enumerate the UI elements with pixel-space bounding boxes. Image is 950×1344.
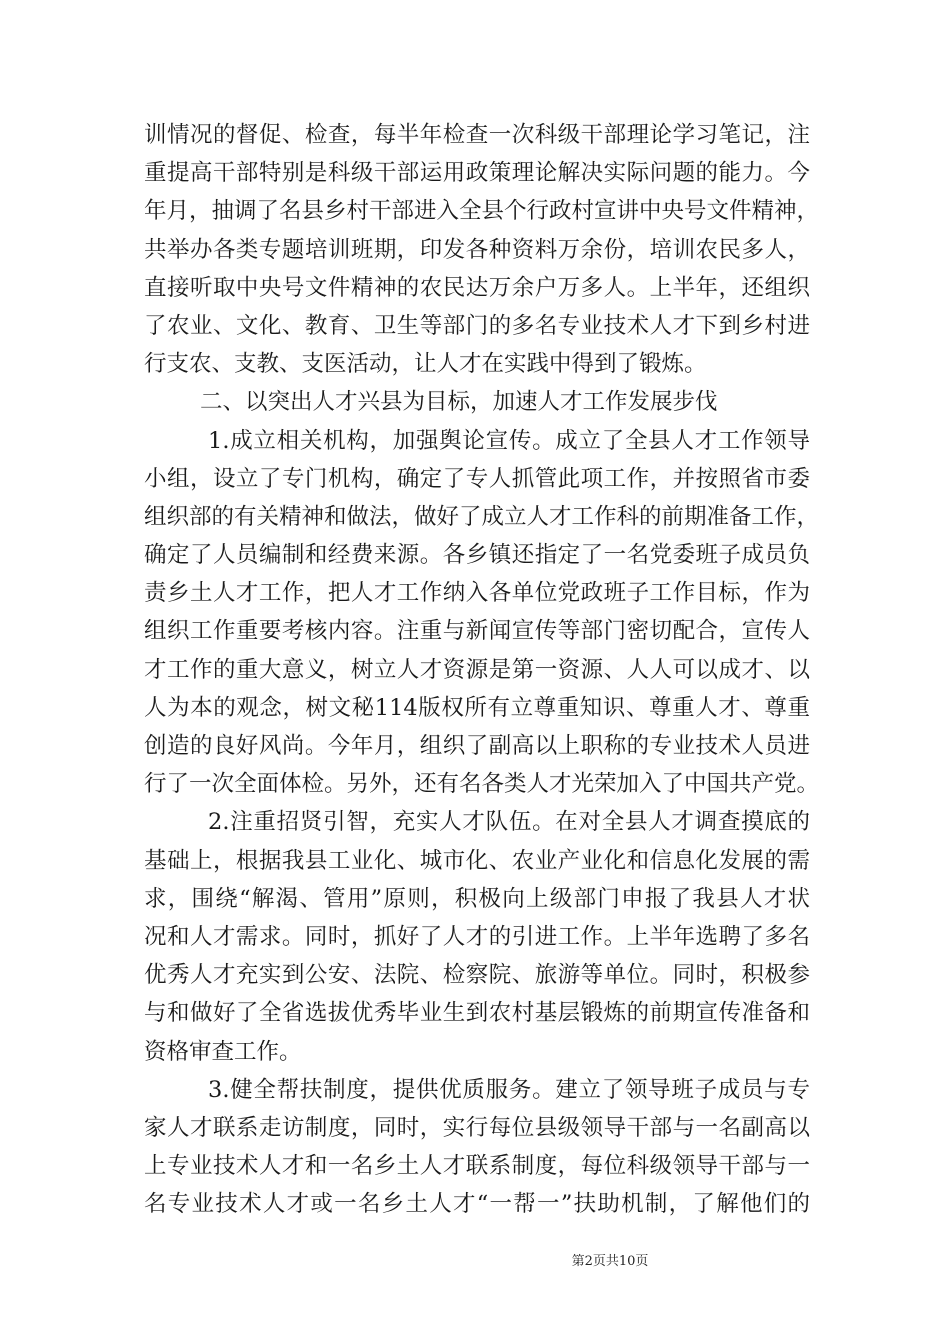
text-line: 优秀人才充实到公安、法院、检察院、旅游等单位。同时，积极参 xyxy=(144,962,810,989)
text-line: 2.注重招贤引智，充实人才队伍。在对全县人才调查摸底的 xyxy=(208,809,810,836)
text-line: 行了一次全面体检。另外，还有名各类人才光荣加入了中国共产党。 xyxy=(144,771,820,798)
text-line: 共举办各类专题培训班期，印发各种资料万余份，培训农民多人， xyxy=(144,236,810,263)
text-line: 确定了人员编制和经费来源。各乡镇还指定了一名党委班子成员负 xyxy=(144,542,810,569)
text-line: 求，围绕“解渴、管用”原则，积极向上级部门申报了我县人才状 xyxy=(144,885,810,912)
text-line: 组织工作重要考核内容。注重与新闻宣传等部门密切配合，宣传人 xyxy=(144,618,810,645)
text-line: 与和做好了全省选拔优秀毕业生到农村基层锻炼的前期宣传准备和 xyxy=(144,1000,810,1027)
text-line: 家人才联系走访制度，同时，实行每位县级领导干部与一名副高以 xyxy=(144,1114,810,1141)
text-line: 重提高干部特别是科级干部运用政策理论解决实际问题的能力。今 xyxy=(144,160,810,187)
text-line: 才工作的重大意义，树立人才资源是第一资源、人人可以成才、以 xyxy=(144,656,810,683)
text-line: 责乡土人才工作，把人才工作纳入各单位党政班子工作目标，作为 xyxy=(144,580,810,607)
text-line: 创造的良好风尚。今年月，组织了副高以上职称的专业技术人员进 xyxy=(144,733,810,759)
text-line: 名专业技术人才或一名乡土人才“一帮一”扶助机制，了解他们的 xyxy=(144,1191,810,1218)
text-line: 3.健全帮扶制度，提供优质服务。建立了领导班子成员与专 xyxy=(208,1076,810,1103)
text-line: 小组，设立了专门机构，确定了专人抓管此项工作，并按照省市委 xyxy=(144,465,810,492)
text-line: 1.成立相关机构，加强舆论宣传。成立了全县人才工作领导 xyxy=(208,427,810,454)
text-line: 了农业、文化、教育、卫生等部门的多名专业技术人才下到乡村进 xyxy=(144,312,810,339)
body-text xyxy=(144,116,820,1223)
text-line: 直接听取中央号文件精神的农民达万余户万多人。上半年，还组织 xyxy=(144,274,810,301)
text-line: 训情况的督促、检查，每半年检查一次科级干部理论学习笔记，注 xyxy=(144,122,810,148)
text-line: 组织部的有关精神和做法，做好了成立人才工作科的前期准备工作， xyxy=(144,503,820,530)
text-line: 基础上，根据我县工业化、城市化、农业产业化和信息化发展的需 xyxy=(144,847,810,874)
text-line: 行支农、支教、支医活动，让人才在实践中得到了锻炼。 xyxy=(144,351,707,378)
text-line: 上专业技术人才和一名乡土人才联系制度，每位科级领导干部与一 xyxy=(144,1153,810,1180)
section-heading: 二、以突出人才兴县为目标，加速人才工作发展步伐 xyxy=(200,389,718,416)
text-line: 资格审查工作。 xyxy=(144,1038,302,1065)
text-line: 年月，抽调了名县乡村干部进入全县个行政村宣讲中央号文件精神， xyxy=(144,198,820,225)
text-line: 况和人才需求。同时，抓好了人才的引进工作。上半年选聘了多名 xyxy=(144,923,810,950)
text-line: 人为本的观念，树文秘114版权所有立尊重知识、尊重人才、尊重 xyxy=(144,694,810,721)
page-number: 第2页共10页 xyxy=(571,1254,649,1269)
